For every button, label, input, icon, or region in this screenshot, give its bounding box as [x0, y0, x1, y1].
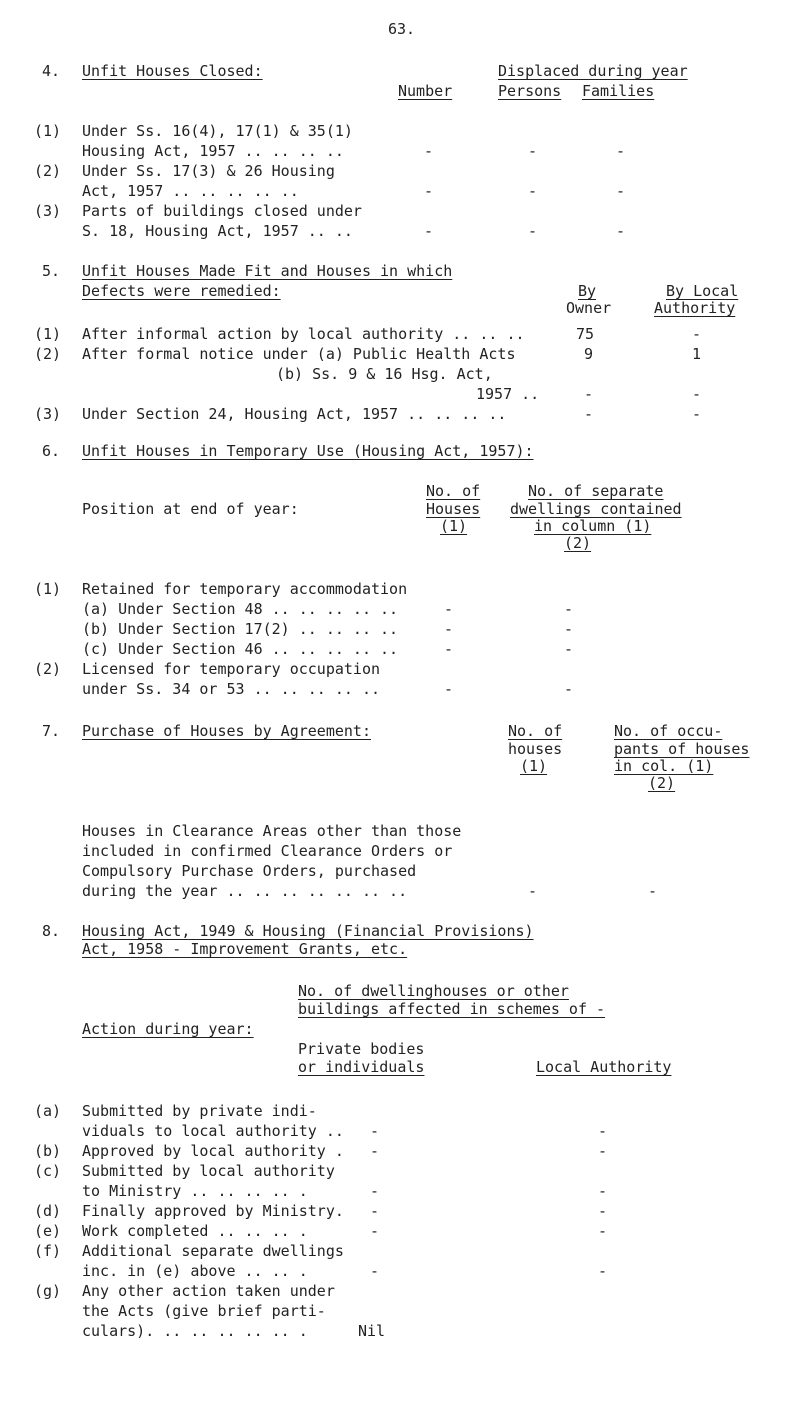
persons-value: -	[528, 222, 538, 240]
no-of-houses-heading-line2: houses	[508, 740, 563, 758]
row-text: Submitted by private indi-	[82, 1102, 317, 1120]
row-text: Under Ss. 17(3) & 26 Housing	[82, 162, 335, 180]
row-number: (d)	[34, 1202, 62, 1220]
section-8-title-line2: Act, 1958 - Improvement Grants, etc.	[82, 940, 408, 958]
column-1-marker: (1)	[520, 757, 548, 775]
dwellings-value: -	[564, 640, 574, 658]
section-8-number: 8.	[42, 922, 61, 940]
row-number: (g)	[34, 1282, 62, 1300]
action-during-year-label: Action during year:	[82, 1020, 254, 1038]
row-text: (a) Under Section 48 .. .. .. .. ..	[82, 600, 399, 618]
section-4-title: Unfit Houses Closed:	[82, 62, 263, 80]
separate-dwellings-heading: No. of separate	[528, 482, 664, 500]
local-authority-value: -	[692, 325, 702, 343]
row-number: (2)	[34, 345, 62, 363]
row-text: under Ss. 34 or 53 .. .. .. .. ..	[82, 680, 381, 698]
column-2-marker: (2)	[648, 774, 676, 792]
dwellings-value: -	[564, 680, 574, 698]
row-text: Under Ss. 16(4), 17(1) & 35(1)	[82, 122, 353, 140]
row-number: (b)	[34, 1142, 62, 1160]
owner-value: -	[584, 405, 594, 423]
row-text: (c) Under Section 46 .. .. .. .. ..	[82, 640, 399, 658]
row-number: (e)	[34, 1222, 62, 1240]
section-7-title: Purchase of Houses by Agreement:	[82, 722, 371, 740]
section-8-title: Housing Act, 1949 & Housing (Financial Provisions)	[82, 922, 534, 940]
section-6-number: 6.	[42, 442, 61, 460]
row-text: Work completed .. .. .. .	[82, 1222, 308, 1240]
section-7-text: Houses in Clearance Areas other than those	[82, 822, 462, 840]
row-number: (1)	[34, 122, 62, 140]
row-text: Submitted by local authority	[82, 1162, 335, 1180]
row-text: Parts of buildings closed under	[82, 202, 362, 220]
families-value: -	[616, 222, 626, 240]
section-6-title: Unfit Houses in Temporary Use (Housing Act, 1957):	[82, 442, 534, 460]
no-of-houses-heading: No. of	[508, 722, 563, 740]
private-value: -	[370, 1142, 380, 1160]
houses-value: -	[444, 640, 454, 658]
row-text: (b) Ss. 9 & 16 Hsg. Act,	[276, 365, 493, 383]
local-authority-heading: Local Authority	[536, 1058, 672, 1076]
by-owner-heading: By	[578, 282, 597, 300]
number-value: -	[424, 222, 434, 240]
dwellings-value: -	[564, 600, 574, 618]
families-value: -	[616, 182, 626, 200]
local-authority-value: -	[598, 1202, 608, 1220]
row-text: Under Section 24, Housing Act, 1957 .. .. .. ..	[82, 405, 507, 423]
row-text: After formal notice under (a) Public Health Acts	[82, 345, 516, 363]
row-number: (2)	[34, 162, 62, 180]
row-text: Approved by local authority .	[82, 1142, 344, 1160]
houses-value: -	[444, 680, 454, 698]
row-text: inc. in (e) above .. .. .	[82, 1262, 308, 1280]
houses-value: -	[444, 600, 454, 618]
private-value: -	[370, 1122, 380, 1140]
private-value: Nil	[358, 1322, 386, 1340]
houses-value: -	[528, 882, 538, 900]
private-value: -	[370, 1202, 380, 1220]
column-1-marker: (1)	[440, 517, 468, 535]
section-5-number: 5.	[42, 262, 61, 280]
row-text: 1957 ..	[476, 385, 540, 403]
owner-value: -	[584, 385, 594, 403]
page-number: 63.	[388, 20, 416, 38]
section-4-number: 4.	[42, 62, 61, 80]
no-of-houses-heading-line2: Houses	[426, 500, 481, 518]
row-number: (1)	[34, 580, 62, 598]
local-authority-value: -	[598, 1182, 608, 1200]
row-text: viduals to local authority ..	[82, 1122, 344, 1140]
row-text: Retained for temporary accommodation	[82, 580, 408, 598]
row-text: After informal action by local authority .. .. ..	[82, 325, 525, 343]
no-of-houses-heading: No. of	[426, 482, 481, 500]
row-number: (f)	[34, 1242, 62, 1260]
occupants-heading-line3: in col. (1)	[614, 757, 714, 775]
local-authority-value: -	[692, 385, 702, 403]
section-7-text: during the year .. .. .. .. .. .. ..	[82, 882, 408, 900]
section-4-families-heading: Families	[582, 82, 655, 100]
private-value: -	[370, 1222, 380, 1240]
row-text: (b) Under Section 17(2) .. .. .. ..	[82, 620, 399, 638]
owner-value: 75	[576, 325, 595, 343]
row-number: (a)	[34, 1102, 62, 1120]
local-authority-value: -	[598, 1222, 608, 1240]
families-value: -	[616, 142, 626, 160]
by-local-authority-heading-line2: Authority	[654, 299, 736, 317]
occupants-value: -	[648, 882, 658, 900]
section-5-title-line2: Defects were remedied:	[82, 282, 281, 300]
section-5-title: Unfit Houses Made Fit and Houses in which	[82, 262, 453, 280]
section-7-number: 7.	[42, 722, 61, 740]
local-authority-value: -	[598, 1122, 608, 1140]
occupants-heading: No. of occu-	[614, 722, 723, 740]
row-text: Additional separate dwellings	[82, 1242, 344, 1260]
section-4-number-heading: Number	[398, 82, 453, 100]
section-4-persons-heading: Persons	[498, 82, 562, 100]
by-local-authority-heading: By Local	[666, 282, 739, 300]
occupants-heading-line2: pants of houses	[614, 740, 750, 758]
owner-value: 9	[584, 345, 594, 363]
number-value: -	[424, 142, 434, 160]
by-owner-heading-line2: Owner	[566, 299, 612, 317]
position-label: Position at end of year:	[82, 500, 299, 518]
local-authority-value: -	[692, 405, 702, 423]
houses-value: -	[444, 620, 454, 638]
section-7-text: included in confirmed Clearance Orders or	[82, 842, 453, 860]
row-text: to Ministry .. .. .. .. .	[82, 1182, 308, 1200]
number-value: -	[424, 182, 434, 200]
persons-value: -	[528, 182, 538, 200]
schemes-heading-line2: buildings affected in schemes of -	[298, 1000, 606, 1018]
persons-value: -	[528, 142, 538, 160]
local-authority-value: -	[598, 1142, 608, 1160]
row-text: Finally approved by Ministry.	[82, 1202, 344, 1220]
separate-dwellings-heading-line2: dwellings contained	[510, 500, 682, 518]
local-authority-value: -	[598, 1262, 608, 1280]
local-authority-value: 1	[692, 345, 702, 363]
section-7-text: Compulsory Purchase Orders, purchased	[82, 862, 417, 880]
row-text: S. 18, Housing Act, 1957 .. ..	[82, 222, 353, 240]
dwellings-value: -	[564, 620, 574, 638]
row-text: Act, 1957 .. .. .. .. ..	[82, 182, 299, 200]
row-text: Licensed for temporary occupation	[82, 660, 381, 678]
row-number: (2)	[34, 660, 62, 678]
schemes-heading: No. of dwellinghouses or other	[298, 982, 569, 1000]
section-4-displaced-heading: Displaced during year	[498, 62, 688, 80]
row-text: Any other action taken under	[82, 1282, 335, 1300]
private-bodies-heading-line2: or individuals	[298, 1058, 425, 1076]
row-number: (1)	[34, 325, 62, 343]
private-bodies-heading: Private bodies	[298, 1040, 425, 1058]
row-text: culars). .. .. .. .. .. .	[82, 1322, 308, 1340]
row-number: (3)	[34, 202, 62, 220]
row-number: (3)	[34, 405, 62, 423]
row-number: (c)	[34, 1162, 62, 1180]
column-2-marker: (2)	[564, 534, 592, 552]
private-value: -	[370, 1182, 380, 1200]
separate-dwellings-heading-line3: in column (1)	[534, 517, 652, 535]
row-text: Housing Act, 1957 .. .. .. ..	[82, 142, 344, 160]
private-value: -	[370, 1262, 380, 1280]
row-text: the Acts (give brief parti-	[82, 1302, 326, 1320]
